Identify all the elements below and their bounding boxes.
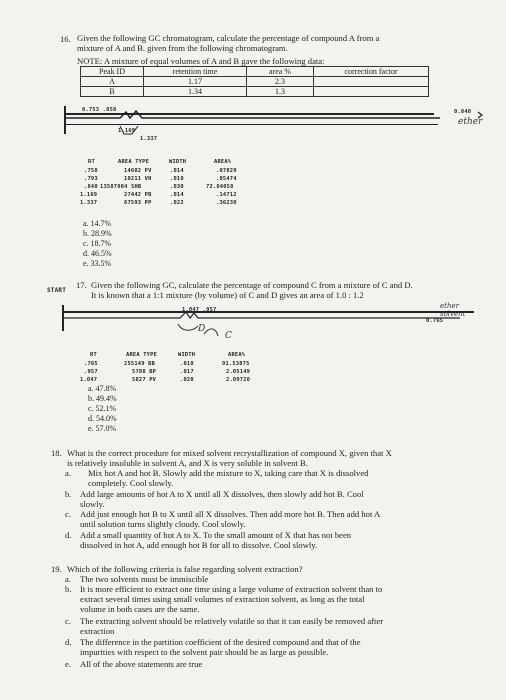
report-cell: .765: [84, 361, 98, 367]
table-header: Peak ID: [81, 67, 144, 77]
handwritten-label-d: D: [198, 324, 206, 334]
report-cell: .017: [180, 369, 194, 375]
answer-option[interactable]: e. 33.5%: [83, 259, 112, 268]
report-cell: .010: [180, 361, 194, 367]
answer-option[interactable]: d. 46.5%: [83, 249, 112, 258]
report-cell: 10211 VH: [124, 176, 152, 182]
table-cell: A: [81, 77, 144, 87]
report-cell: .793: [84, 176, 98, 182]
option-text[interactable]: All of the above statements are true: [80, 659, 203, 669]
option-label[interactable]: c.: [65, 616, 71, 626]
report-header: AREA%: [214, 159, 232, 165]
report-cell: 13587904 SHB: [100, 184, 142, 190]
answer-option[interactable]: a. 14.7%: [83, 219, 112, 228]
handwritten-note: ether solvent: [440, 302, 466, 318]
report-header: AREA%: [228, 352, 246, 358]
option-text[interactable]: until solution turns slightly cloudy. Cool slowly.: [80, 519, 246, 529]
report-header: AREA TYPE: [118, 159, 150, 165]
q16-stem-line2: mixture of A and B. given from the following chromatogram.: [77, 43, 288, 53]
handwritten-label-c: C: [225, 331, 232, 341]
report-cell: .957: [84, 369, 98, 375]
chromatogram-peak-label: 0.840: [454, 109, 472, 115]
report-cell: .020: [180, 377, 194, 383]
q17-stem-line1: Given the following GC, calculate the percentage of compound C from a mixture of C and D.: [91, 280, 413, 290]
option-label[interactable]: c.: [65, 509, 71, 519]
report-cell: 1.337: [80, 200, 98, 206]
option-text[interactable]: Mix hot A and hot B. Slowly add the mixture to X, taking care that X is dissolved: [88, 468, 369, 478]
table-cell: 1.3: [247, 87, 314, 97]
report-cell: 1.169: [80, 192, 98, 198]
report-cell: .14712: [216, 192, 237, 198]
report-cell: 14682 PV: [124, 168, 152, 174]
q16-number: 16.: [60, 34, 71, 44]
report-cell: 2.09720: [226, 377, 251, 383]
option-text[interactable]: extraction: [80, 626, 115, 636]
answer-option[interactable]: a. 47.8%: [88, 384, 117, 393]
option-label[interactable]: b.: [65, 489, 72, 499]
report-cell: 72.84058: [206, 184, 234, 190]
q19-number: 19.: [51, 564, 62, 574]
report-cell: .014: [170, 192, 184, 198]
option-label[interactable]: e.: [65, 659, 71, 669]
option-label[interactable]: d.: [65, 637, 72, 647]
chromatogram-peak-label: 1.169: [118, 128, 136, 134]
option-label[interactable]: d.: [65, 530, 72, 540]
report-header: WIDTH: [169, 159, 187, 165]
option-label[interactable]: a.: [65, 468, 71, 478]
report-cell: .758: [84, 168, 98, 174]
report-cell: 255149 BB: [124, 361, 156, 367]
q18-number: 18.: [51, 448, 62, 458]
report-cell: .05474: [216, 176, 237, 182]
option-text[interactable]: completely. Cool slowly.: [88, 478, 174, 488]
table-cell: 2.3: [247, 77, 314, 87]
table-cell: 1.34: [144, 87, 247, 97]
table-header: correction factor: [314, 67, 429, 77]
option-text[interactable]: Add a small quantity of hot A to X. To the small amount of X that has not been: [80, 530, 352, 540]
chromatogram-peak-label: 0.765: [426, 318, 444, 324]
option-text[interactable]: The difference in the partition coefficient of the desired compound and that of the: [80, 637, 361, 647]
report-cell: .014: [170, 168, 184, 174]
option-label[interactable]: b.: [65, 584, 72, 594]
report-cell: 1.047: [80, 377, 98, 383]
answer-option[interactable]: b. 49.4%: [88, 394, 117, 403]
q16-stem-line1: Given the following GC chromatogram, calculate the percentage of compound A from a: [77, 33, 380, 43]
table-row: [81, 77, 429, 87]
q18-stem-line2: is relatively insoluble in solvent A, and X is very soluble in solvent B.: [67, 458, 308, 468]
option-label[interactable]: a.: [65, 574, 71, 584]
q16-note: NOTE: A mixture of equal volumes of A and B gave the following data:: [77, 56, 325, 66]
report-cell: 27442 PB: [124, 192, 152, 198]
report-cell: .36230: [216, 200, 237, 206]
report-cell: 5827 PV: [132, 377, 157, 383]
table-header: area %: [247, 67, 314, 77]
report-header: AREA TYPE: [126, 352, 158, 358]
table-header-row: [81, 67, 429, 77]
handwritten-note: ether: [458, 117, 483, 127]
q16-data-table: [80, 66, 429, 97]
report-cell: .840: [84, 184, 98, 190]
table-cell: [314, 87, 429, 97]
option-text[interactable]: The extracting solvent should be relatively volatile so that it can easily be removed after: [80, 616, 384, 626]
report-cell: 67593 PP: [124, 200, 152, 206]
option-text[interactable]: volume in both cases are the same.: [80, 604, 200, 614]
q16-chromatogram-trace: [60, 98, 500, 148]
chromatogram-peak-label: 0.753 .858: [82, 107, 117, 113]
answer-option[interactable]: b. 28.9%: [83, 229, 112, 238]
report-cell: 5788 BP: [132, 369, 157, 375]
report-cell: .07829: [216, 168, 237, 174]
report-cell: .022: [170, 200, 184, 206]
q17-number: 17.: [76, 280, 87, 290]
report-header: RT: [88, 159, 95, 165]
report-cell: 2.05149: [226, 369, 251, 375]
option-text[interactable]: dissolved in hot A, add enough hot B for all to dissolve. Cool slowly.: [80, 540, 318, 550]
table-row: [81, 87, 429, 97]
option-text[interactable]: Add large amounts of hot A to X until all X dissolves, then slowly add hot B. Cool: [80, 489, 364, 499]
report-cell: .030: [170, 184, 184, 190]
table-header: retention time: [144, 67, 247, 77]
option-text[interactable]: impurities with respect to the solvent pair should be as large as possible.: [80, 647, 329, 657]
answer-option[interactable]: d. 54.0%: [88, 414, 117, 423]
chromatogram-peak-label: 1.047 .957: [182, 307, 217, 313]
q17-stem-line2: It is known that a 1:1 mixture (by volume) of C and D gives an area of 1.0 : 1.2: [91, 290, 364, 300]
answer-option[interactable]: c. 18.7%: [83, 239, 112, 248]
table-cell: 1.17: [144, 77, 247, 87]
table-cell: [314, 77, 429, 87]
answer-option[interactable]: c. 52.1%: [88, 404, 117, 413]
start-marker: START: [47, 287, 67, 294]
report-cell: .010: [170, 176, 184, 182]
option-text[interactable]: slowly.: [80, 499, 105, 509]
q18-stem-line1: What is the correct procedure for mixed solvent recrystallization of compound X, given that X: [67, 448, 392, 458]
report-header: WIDTH: [178, 352, 196, 358]
table-cell: B: [81, 87, 144, 97]
report-cell: 91.53875: [222, 361, 250, 367]
option-text[interactable]: Add just enough hot B to X until all X dissolves. Then add more hot B. Then add hot A: [80, 509, 381, 519]
answer-option[interactable]: e. 57.0%: [88, 424, 117, 433]
option-text[interactable]: extract several times using small volumes of extraction solvent, as long as the total: [80, 594, 365, 604]
q19-stem: Which of the following criteria is false regarding solvent extraction?: [67, 564, 303, 574]
option-text[interactable]: The two solvents must be immiscible: [80, 574, 209, 584]
chromatogram-peak-label: 1.337: [140, 136, 158, 142]
report-header: RT: [90, 352, 97, 358]
option-text[interactable]: It is more efficient to extract one time using a large volume of extraction solvent than to: [80, 584, 383, 594]
